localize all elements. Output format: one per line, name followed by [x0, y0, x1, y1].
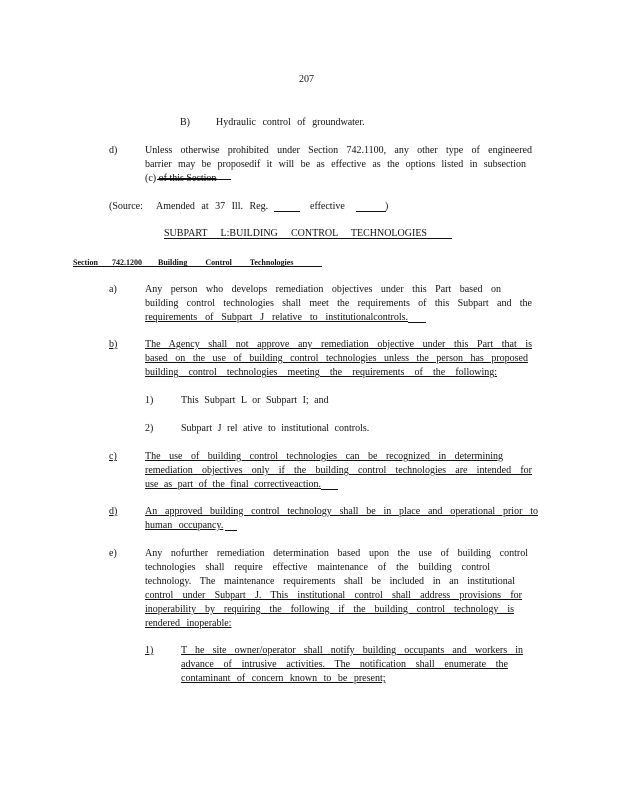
para-a-line-3: requirements of Subpart J relative to institutionalcontrols. — [145, 312, 408, 323]
para-b-line-2: based on the use of building control technologies unless the person has proposed — [145, 353, 528, 364]
source-close: ) — [385, 201, 389, 212]
section-label: Section — [73, 258, 98, 267]
section-title: Building Control Technologies — [158, 258, 294, 267]
source-text: Amended at 37 Ill. Reg. — [156, 201, 269, 212]
para-c-marker: c) — [109, 451, 117, 462]
item-d-marker: d) — [109, 145, 118, 156]
item-d-line-1: Unless otherwise prohibited under Section 742.1100, any other type of engineered — [145, 145, 532, 156]
subpart-heading: SUBPART L:BUILDING CONTROL TECHNOLOGIES — [164, 228, 427, 239]
para-e-line-6: rendered inoperable: — [145, 618, 232, 629]
source-label: (Source: — [109, 201, 143, 212]
para-c-line-1: The use of building control technologies can be recognized in determining — [145, 451, 503, 462]
section-underline-2 — [158, 266, 322, 267]
item-d-line-3-struck: of this Section — [158, 173, 217, 184]
para-d-underline-tail — [225, 530, 237, 531]
para-a-marker: a) — [109, 284, 117, 295]
section-underline-1 — [73, 266, 158, 267]
para-d-marker: d) — [109, 506, 118, 517]
para-e-line-5: inoperability by requiring the following if the building control technology is — [145, 604, 514, 615]
para-d-line-1: An approved building control technology shall be in place and operational prior to — [145, 506, 538, 517]
para-e-line-1: Any nofurther remediation determination based upon the use of building control — [145, 548, 528, 559]
para-b-marker: b) — [109, 339, 118, 350]
section-number: 742.1200 — [112, 258, 142, 267]
para-c-line-3: use as part of the final correctiveaction. — [145, 479, 321, 490]
para-b-sub1-text: This Subpart L or Subpart I; and — [181, 395, 329, 406]
para-b-sub1-marker: 1) — [145, 395, 154, 406]
item-d-line-2: barrier may be proposedif it will be as effective as the options listed in subsection — [145, 159, 526, 170]
source-blank-1 — [274, 211, 300, 212]
para-a-line-1: Any person who develops remediation objectives under this Part based on — [145, 284, 501, 295]
para-a-underline-tail — [408, 322, 426, 323]
para-e-sub1-line-1: T he site owner/operator shall notify building occupants and workers in — [181, 645, 523, 656]
page-number: 207 — [299, 74, 314, 85]
para-e-line-4: control under Subpart J. This institutional control shall address provisions for — [145, 590, 522, 601]
source-blank-2 — [356, 211, 386, 212]
para-b-sub2-text: Subpart J rel ative to institutional controls. — [181, 423, 370, 434]
item-b-text: Hydraulic control of groundwater. — [216, 117, 365, 128]
item-b-marker: B) — [180, 117, 190, 128]
para-c-underline-tail — [321, 489, 338, 490]
para-e-line-3: technology. The maintenance requirements shall be included in an institutional — [145, 576, 515, 587]
struck-rule — [157, 179, 231, 180]
para-d-line-2: human occupancy. — [145, 520, 224, 531]
para-c-line-2: remediation objectives only if the building control technologies are intended for — [145, 465, 532, 476]
para-b-line-3: building control technologies meeting the requirements of the following: — [145, 367, 497, 378]
para-e-sub1-line-3: contaminant of concern known to be present; — [181, 673, 386, 684]
source-effective: effective — [310, 201, 345, 212]
para-b-sub2-marker: 2) — [145, 423, 154, 434]
para-e-sub1-marker: 1) — [145, 645, 154, 656]
para-e-line-2: technologies shall require effective maintenance of the building control — [145, 562, 490, 573]
para-e-sub1-line-2: advance of intrusive activities. The notification shall enumerate the — [181, 659, 508, 670]
item-d-line-3-start: (c) — [145, 173, 157, 184]
para-a-line-2: building control technologies shall meet the requirements of this Subpart and the — [145, 298, 532, 309]
para-e-marker: e) — [109, 548, 117, 559]
subpart-underline — [164, 238, 452, 239]
para-b-line-1: The Agency shall not approve any remediation objective under this Part that is — [145, 339, 532, 350]
